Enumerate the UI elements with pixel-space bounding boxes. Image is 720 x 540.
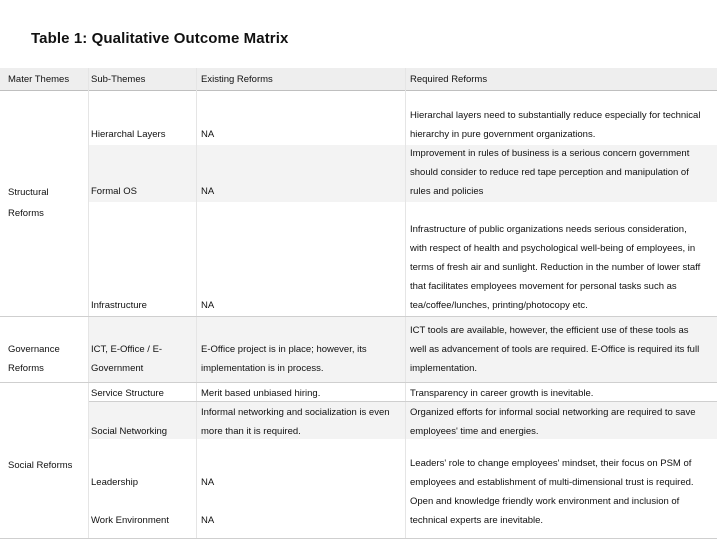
header-existing-reforms: Existing Reforms [201, 74, 273, 85]
row-divider [0, 538, 717, 539]
required-text-line: employees' time and energies. [410, 426, 539, 437]
row-divider [0, 316, 717, 317]
row-divider [0, 382, 717, 383]
existing-hierarchal-layers: NA [201, 129, 215, 140]
existing-work-environment: NA [201, 515, 215, 526]
required-text-line: implementation. [410, 363, 478, 374]
theme-structural-line1: Structural [8, 187, 49, 198]
required-text-line: Improvement in rules of business is a serious concern government [410, 148, 690, 159]
sub-leadership: Leadership [91, 477, 139, 488]
theme-governance-line1: Governance [8, 344, 60, 355]
required-text-line: Infrastructure of public organizations needs serious consideration, [410, 224, 687, 235]
required-text-line: Organized efforts for informal social networking are required to save [410, 407, 696, 418]
required-text-line: Hierarchal layers need to substantially reduce especially for technical [410, 110, 701, 121]
required-text-line: Open and knowledge friendly work environment and inclusion of [410, 496, 680, 507]
required-text-line: terms of fresh air and sunlight. Reduction in the number of lower staff [410, 262, 701, 273]
required-text-line: that facilitates employees movement for personal tasks such as [410, 281, 677, 292]
existing-infrastructure: NA [201, 300, 215, 311]
sub-work-environment: Work Environment [91, 515, 169, 526]
sub-service-structure: Service Structure [91, 388, 164, 399]
required-text-line: Leaders' role to change employees' mindset, their focus on PSM of [410, 458, 692, 469]
existing-service-structure: Merit based unbiased hiring. [201, 388, 321, 399]
required-text-line: tea/coffee/lunches, printing/photocopy etc. [410, 300, 588, 311]
required-text-line: employees and establishment of multi-dimensional trust is required. [410, 477, 694, 488]
column-divider [88, 68, 89, 538]
theme-structural-line2: Reforms [8, 208, 44, 219]
existing-leadership: NA [201, 477, 215, 488]
sub-social-networking: Social Networking [91, 426, 168, 437]
theme-social: Social Reforms [8, 460, 73, 471]
header-sub-themes: Sub-Themes [91, 74, 146, 85]
table-title: Table 1: Qualitative Outcome Matrix [31, 30, 289, 47]
header-master-themes: Mater Themes [8, 74, 70, 85]
sub-infrastructure: Infrastructure [91, 300, 147, 311]
required-text-line: technical experts are inevitable. [410, 515, 544, 526]
sub-ict-line2: Government [91, 363, 144, 374]
required-text-line: with respect of health and psychological well-being of employees, in [410, 243, 696, 254]
row-divider [89, 401, 717, 402]
required-text-line: rules and policies [410, 186, 484, 197]
column-divider [405, 68, 406, 538]
required-text-line: well as advancement of tools are required. E-Office is required its full [410, 344, 700, 355]
required-text-line: should consider to reduce red tape perception and manipulation of [410, 167, 689, 178]
existing-text-line: more than it is required. [201, 426, 301, 437]
required-text-line: ICT tools are available, however, the efficient use of these tools as [410, 325, 689, 336]
required-text-line: hierarchy in pure government organizations. [410, 129, 596, 140]
sub-formal-os: Formal OS [91, 186, 137, 197]
sub-ict-line1: ICT, E-Office / E- [91, 344, 163, 355]
required-service-structure: Transparency in career growth is inevitable. [410, 388, 594, 399]
existing-text-line: Informal networking and socialization is even [201, 407, 390, 418]
header-required-reforms: Required Reforms [410, 74, 488, 85]
existing-formal-os: NA [201, 186, 215, 197]
sub-hierarchal-layers: Hierarchal Layers [91, 129, 166, 140]
existing-text-line: E-Office project is in place; however, its [201, 344, 367, 355]
theme-governance-line2: Reforms [8, 363, 44, 374]
column-divider [196, 68, 197, 538]
existing-text-line: implementation is in process. [201, 363, 324, 374]
